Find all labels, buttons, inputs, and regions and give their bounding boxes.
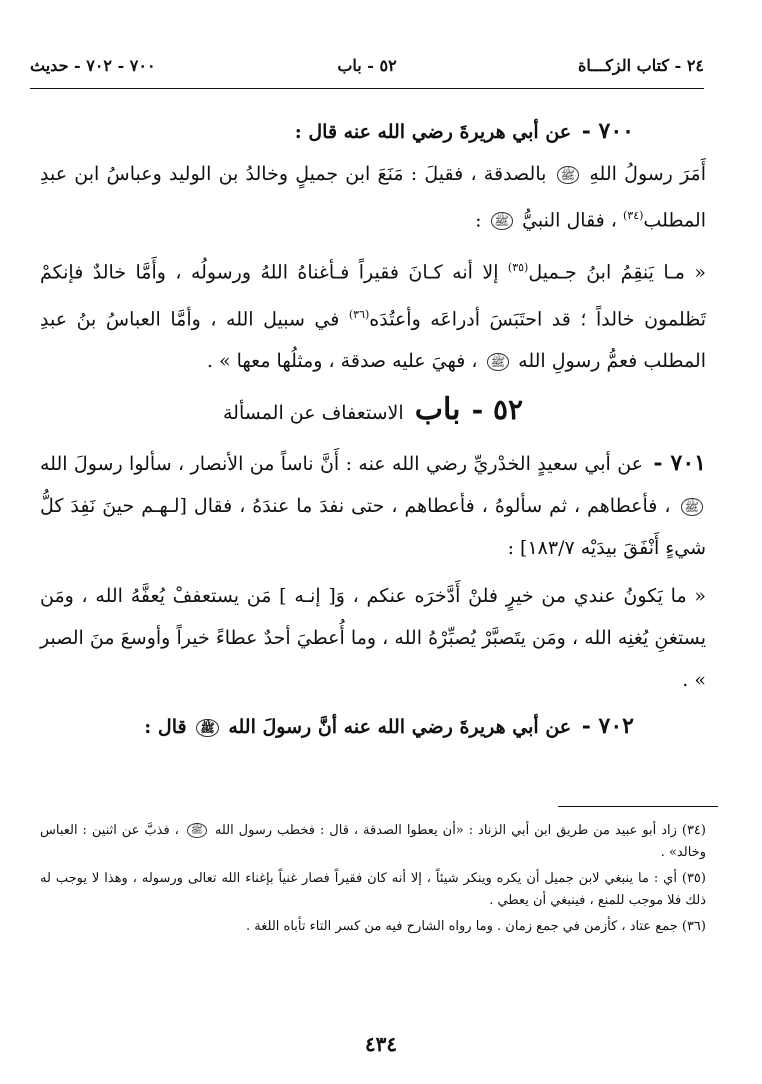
- footnote-text: (٣٤) زاد أبو عبيد من طريق ابن أبي الزناد : «أن يعطوا الصدقة ، قال : فخطب رسول الله: [214, 823, 706, 838]
- hadith-701-text: [40, 442, 706, 569]
- page-number: ٤٣٤: [364, 1032, 398, 1056]
- text-segment: أَمَرَ رسولُ اللهِ: [589, 163, 707, 185]
- footnote-34: [40, 820, 706, 864]
- text-segment: « مـا يَنقِمُ ابنُ جـميل: [528, 261, 706, 284]
- text-segment: وأوسعَ منَ الصبر » .: [40, 626, 706, 691]
- text-segment: ، فهيَ عليه صدقة ، ومثلُها معها » .: [206, 349, 478, 372]
- hadith-700-quote: [40, 247, 706, 382]
- text-segment: فإنكمْ تَظلمون خالداً ؛ قد احتَبَسَ أدراعَه وأعتُدَه: [40, 261, 706, 330]
- header-divider: [30, 88, 704, 89]
- footnote-35: (٣٥) أي : ما ينبغي لابن جميل أن يكره وينكر شيئاً ، إلا أنه كان فقيراً فصار غنياً بإغناء الله تعالى ورسوله ، وهذا لا يوجب له ذلك فلا موجب للمنع ، فينبغي أن يعطي .: [40, 871, 706, 908]
- hadith-700-text: [40, 153, 706, 241]
- salutation-icon: ﷺ: [187, 823, 207, 838]
- hadith-700-intro: [40, 110, 706, 153]
- chapter-number: ٥٢ -: [471, 392, 524, 426]
- text-segment: إلا أنه كـانَ فقيراً فـأغناهُ اللهُ ورسولُه ، وأَمَّا خالدٌ: [92, 261, 499, 284]
- text-segment: عن أبي سعيدٍ الخدْريِّ رضي الله عنه : أَنَّ ناساً من الأنصار ، سألوا: [129, 452, 644, 475]
- salutation-icon: ﷺ: [681, 498, 704, 516]
- hadith-number: ٧٠٠ -: [581, 118, 634, 144]
- main-text: [40, 110, 706, 748]
- footnote-36: (٣٦) جمع عتاد ، كأزمن في جمع زمان . وما رواه الشارح فيه من كسر التاء تأباه اللغة .: [246, 919, 706, 934]
- footnote-divider: [558, 806, 718, 807]
- chapter-heading: [40, 384, 706, 440]
- footnote-ref[interactable]: (٣٦): [348, 307, 370, 321]
- text-segment: ابن عبدِ المطلب: [40, 163, 706, 232]
- chapter-word: باب: [414, 391, 461, 427]
- footnote-text: ، فذبَّ عن اثنين : العباس وخالد» .: [40, 823, 706, 860]
- text-segment: في سبيل الله ، وأمَّا العباسُ بنُ: [76, 307, 340, 330]
- text-segment: « ما يَكونُ عندي من خيرٍ فلنْ أَدَّخرَه عنكم ، وَ[ إنـه ] مَن يستعففْ يُعفَّهُ: [130, 584, 706, 607]
- text-segment: رسولَ الله: [40, 452, 123, 475]
- running-header: [30, 56, 704, 80]
- header-hadith-range: ٧٠٠ - ٧٠٢ - حديث: [30, 56, 156, 75]
- text-segment: عبدِ المطلب فعمُّ رسولِ الله: [40, 307, 706, 372]
- text-segment: الله ، ومَن يستغنِ يُغنِه الله ، ومَن يتَصبَّرْ يُصبِّرْهُ الله ، وما أُعطيَ أحدٌ عطاءً خيراً: [40, 584, 706, 649]
- footnotes: [40, 820, 706, 942]
- salutation-icon: ﷺ: [487, 353, 510, 371]
- text-segment: ، فأعطاهم ، ثم سألوهُ ، فأعطاهم ، حتى نفدَ ما عندَهُ ، فقال [لـهـم: [141, 494, 671, 517]
- salutation-icon: ﷺ: [491, 212, 514, 230]
- salutation-icon: ﷺ: [196, 719, 219, 737]
- narrator-line: عن أبي هريرةَ رضي الله عنه أنَّ رسولَ الله: [228, 715, 572, 738]
- hadith-701-quote: [40, 575, 706, 701]
- hadith-number: ٧٠٢ -: [581, 712, 634, 739]
- text-segment: ، فقال النبيُّ: [522, 209, 617, 232]
- text-segment: قال :: [144, 715, 187, 738]
- hadith-number: ٧٠١ -: [653, 449, 706, 476]
- footnote-ref[interactable]: (٣٤): [622, 209, 644, 222]
- header-book-title: ٢٤ - كتاب الزكـــاة: [577, 56, 704, 75]
- chapter-title: الاستعفاف عن المسألة: [222, 401, 404, 424]
- salutation-icon: ﷺ: [557, 166, 580, 184]
- text-segment: حينَ نَفِدَ كلُّ شيءٍ أَنْفَقَ بيدَيْه ١٨٣/٧] :: [40, 494, 706, 559]
- text-segment: :: [475, 209, 482, 232]
- header-chapter: ٥٢ - باب: [337, 56, 397, 75]
- hadith-702-intro: [40, 705, 706, 748]
- text-segment: بالصدقة ، فقيلَ : مَنَعَ ابن جميلٍ وخالدُ بن الوليد وعباسُ: [106, 163, 547, 185]
- footnote-ref[interactable]: (٣٥): [507, 261, 529, 275]
- narrator-line: عن أبي هريرةَ رضي الله عنه قال :: [294, 121, 572, 143]
